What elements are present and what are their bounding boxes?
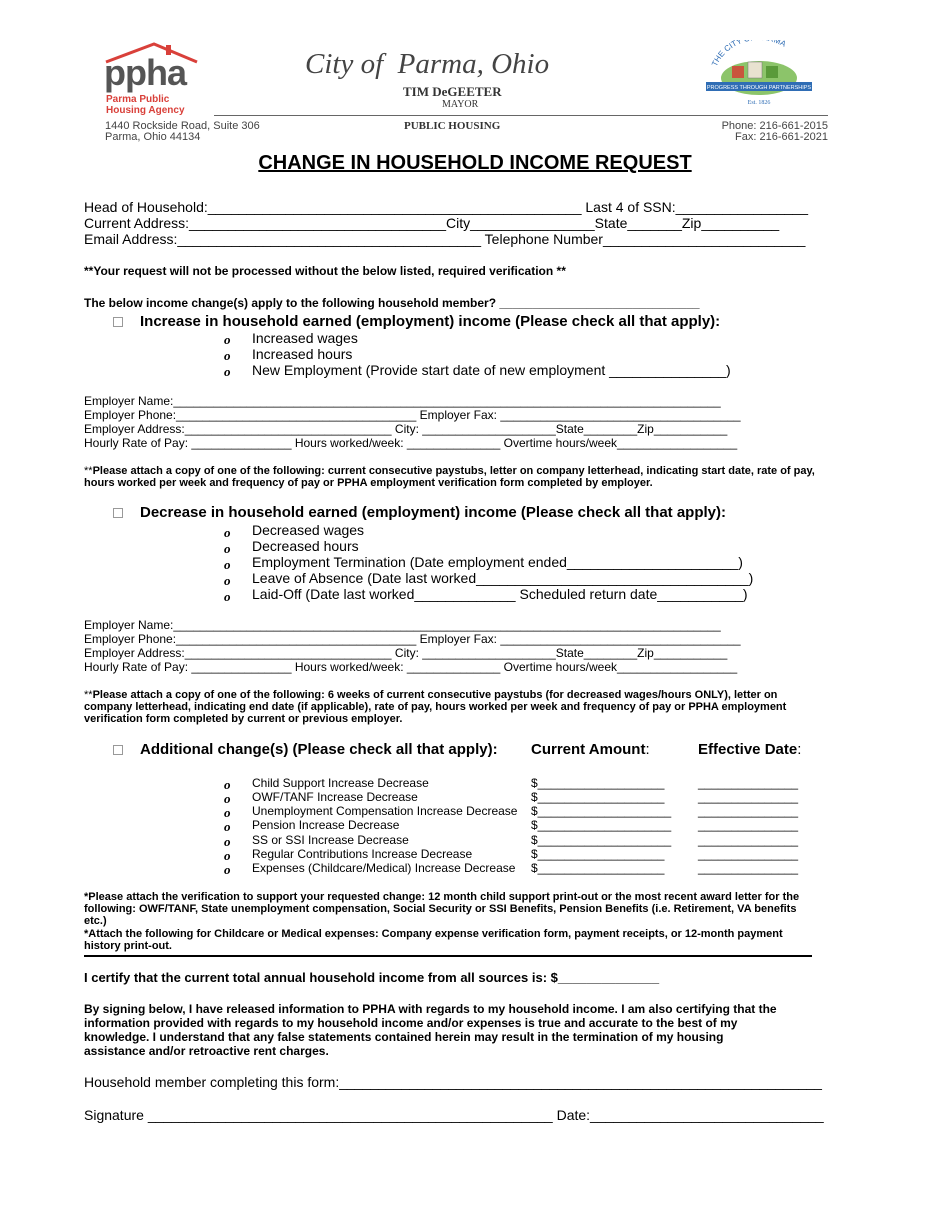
agency-address-line-2: Parma, Ohio 44134: [105, 131, 201, 143]
additional-item-amount[interactable]: $____________________: [531, 833, 672, 847]
decrease-item[interactable]: Laid-Off (Date last worked_____________ Scheduled return date___________): [252, 586, 748, 602]
logo-wordmark: ppha: [104, 52, 186, 93]
bullet-icon: o: [224, 805, 231, 820]
decrease-item[interactable]: Decreased hours: [252, 538, 359, 554]
logo-sub-2: Housing Agency: [106, 105, 185, 116]
section-divider: [84, 955, 812, 957]
bullet-icon: o: [224, 791, 231, 806]
certify-income-line[interactable]: I certify that the current total annual household income from all sources is: $______________: [84, 970, 660, 985]
bullet-icon: o: [224, 364, 231, 379]
bullet-icon: o: [224, 819, 231, 834]
bullet-icon: o: [224, 525, 231, 540]
additional-item-date[interactable]: _______________: [698, 847, 799, 861]
bullet-icon: o: [224, 557, 231, 572]
additional-checkbox[interactable]: [113, 745, 123, 755]
ppha-logo: [104, 40, 214, 118]
email-phone-line[interactable]: Email Address:_______________________________________ Telephone Number__________________________: [84, 231, 806, 247]
additional-item-label[interactable]: Child Support Increase Decrease: [252, 776, 429, 790]
increase-item[interactable]: Increased wages: [252, 330, 358, 346]
mayor-title: MAYOR: [442, 99, 479, 110]
increase-note-line-1: **Please attach a copy of one of the following: current consecutive paystubs, letter on company letterhead, indicating start date, rate of pay,: [84, 465, 815, 477]
increase-employer-name-line[interactable]: Employer Name:__________________________________________________________________________________: [84, 394, 721, 408]
seal-banner-text: PROGRESS THROUGH PARTNERSHIPS: [706, 85, 812, 91]
additional-item-date[interactable]: _______________: [698, 861, 799, 875]
additional-item-label[interactable]: Pension Increase Decrease: [252, 818, 400, 832]
bullet-icon: o: [224, 541, 231, 556]
additional-item-date[interactable]: _______________: [698, 818, 799, 832]
required-note: **Your request will not be processed without the below listed, required verification **: [84, 264, 566, 278]
signing-statement-line-3: knowledge. I understand that any false statements contained herein may result in the termination of my housing: [84, 1030, 724, 1044]
bullet-icon: o: [224, 862, 231, 877]
increase-item[interactable]: Increased hours: [252, 346, 353, 362]
additional-item-amount[interactable]: $____________________: [531, 818, 672, 832]
decrease-employer-name-line[interactable]: Employer Name:__________________________________________________________________________________: [84, 618, 721, 632]
decrease-employer-phone-line[interactable]: Employer Phone:____________________________________ Employer Fax: ____________________________________: [84, 632, 741, 646]
increase-hourly-rate-line[interactable]: Hourly Rate of Pay: _______________ Hours worked/week: ______________ Overtime hours/week__________________: [84, 436, 738, 450]
head-of-household-line[interactable]: Head of Household:________________________________________________ Last 4 of SSN:_________________: [84, 199, 809, 215]
additional-note-line-5: history print-out.: [84, 940, 172, 952]
additional-item-date[interactable]: _______________: [698, 833, 799, 847]
bullet-icon: o: [224, 848, 231, 863]
form-title: CHANGE IN HOUSEHOLD INCOME REQUEST: [258, 152, 692, 174]
fax-number: Fax: 216-661-2021: [735, 131, 828, 143]
header-rule: [214, 115, 828, 116]
additional-item-label[interactable]: SS or SSI Increase Decrease: [252, 833, 409, 847]
effective-date-header: Effective Date:: [698, 741, 802, 758]
decrease-note-line-3: verification form completed by current or previous employer.: [84, 713, 403, 725]
bullet-icon: o: [224, 573, 231, 588]
logo-sub-1: Parma Public: [106, 94, 170, 105]
decrease-note-line-2: company letterhead, indicating end date (if applicable), rate of pay, hours worked per week and frequency of pay or PPHA employment: [84, 701, 787, 713]
signature-date-line[interactable]: Signature ____________________________________________________ Date:______________________________: [84, 1107, 824, 1123]
additional-note-line-2: following: OWF/TANF, State unemployment compensation, Social Security or SSI Benefits, Pension Benefits (i.e. Retirement, VA benefits: [84, 903, 797, 915]
additional-item-amount[interactable]: $____________________: [531, 804, 672, 818]
additional-item-amount[interactable]: $___________________: [531, 790, 665, 804]
increase-checkbox[interactable]: [113, 317, 123, 327]
household-member-line[interactable]: The below income change(s) apply to the following household member? ______________________________: [84, 296, 700, 310]
additional-heading: Additional change(s) (Please check all that apply):: [140, 741, 498, 758]
bullet-icon: o: [224, 348, 231, 363]
additional-item-label[interactable]: Expenses (Childcare/Medical) Increase Decrease: [252, 861, 516, 875]
department-name: PUBLIC HOUSING: [404, 120, 501, 132]
signing-statement-line-1: By signing below, I have released information to PPHA with regards to my household income. I am also certifying that the: [84, 1002, 777, 1016]
current-address-line[interactable]: Current Address:_________________________________City________________State_______Zip__________: [84, 215, 780, 231]
decrease-note-line-1: **Please attach a copy of one of the following: 6 weeks of current consecutive paystubs (for decreased wages/hours ONLY), letter on: [84, 689, 778, 701]
additional-item-label[interactable]: OWF/TANF Increase Decrease: [252, 790, 418, 804]
mayor-name: TIM DeGEETER: [403, 84, 502, 99]
decrease-employer-address-line[interactable]: Employer Address:_______________________________ City: ____________________State________Zip___________: [84, 646, 728, 660]
bullet-icon: o: [224, 834, 231, 849]
phone-number: Phone: 216-661-2015: [721, 120, 828, 132]
seal-est-text: Est. 1826: [747, 100, 771, 106]
decrease-item[interactable]: Employment Termination (Date employment ended______________________): [252, 554, 743, 570]
additional-item-date[interactable]: _______________: [698, 790, 799, 804]
additional-note-line-3: etc.): [84, 915, 107, 927]
additional-item-label[interactable]: Regular Contributions Increase Decrease: [252, 847, 473, 861]
signing-statement-line-4: assistance and/or retroactive rent charges.: [84, 1044, 329, 1058]
seal-top-text: THE CITY MA: [710, 40, 788, 68]
bullet-icon: o: [224, 777, 231, 792]
increase-heading: Increase in household earned (employment) income (Please check all that apply):: [140, 313, 721, 330]
increase-employer-phone-line[interactable]: Employer Phone:____________________________________ Employer Fax: ____________________________________: [84, 408, 741, 422]
additional-item-date[interactable]: _______________: [698, 776, 799, 790]
additional-item-label[interactable]: Unemployment Compensation Increase Decrease: [252, 804, 518, 818]
increase-note-line-2: hours worked per week and frequency of pay or PPHA employment verification form completed by employer.: [84, 477, 653, 489]
agency-address-line-1: 1440 Rockside Road, Suite 306: [105, 120, 260, 132]
city-title: City of Parma, Ohio: [305, 48, 550, 80]
decrease-checkbox[interactable]: [113, 508, 123, 518]
bullet-icon: o: [224, 589, 231, 604]
bullet-icon: o: [224, 332, 231, 347]
additional-item-amount[interactable]: $___________________: [531, 861, 665, 875]
decrease-hourly-rate-line[interactable]: Hourly Rate of Pay: _______________ Hours worked/week: ______________ Overtime hours/week__________________: [84, 660, 738, 674]
city-seal: [700, 40, 818, 110]
additional-note-line-1: *Please attach the verification to support your requested change: 12 month child support print-out or the most recent award letter for the: [84, 891, 800, 903]
current-amount-header: Current Amount:: [531, 741, 650, 758]
additional-item-amount[interactable]: $___________________: [531, 776, 665, 790]
decrease-item[interactable]: Leave of Absence (Date last worked___________________________________): [252, 570, 754, 586]
additional-item-date[interactable]: _______________: [698, 804, 799, 818]
decrease-item[interactable]: Decreased wages: [252, 522, 365, 538]
additional-note-line-4: *Attach the following for Childcare or Medical expenses: Company expense verification form, payment receipts, or 12-month payment: [84, 928, 783, 940]
member-completing-line[interactable]: Household member completing this form:______________________________________________________________: [84, 1074, 822, 1090]
decrease-heading: Decrease in household earned (employment) income (Please check all that apply):: [140, 504, 727, 521]
signing-statement-line-2: information provided with regards to my household income and/or expenses is true and accurate to the best of my: [84, 1016, 738, 1030]
increase-employer-address-line[interactable]: Employer Address:_______________________________ City: ____________________State________Zip___________: [84, 422, 728, 436]
additional-item-amount[interactable]: $___________________: [531, 847, 665, 861]
increase-item[interactable]: New Employment (Provide start date of new employment _______________): [252, 362, 731, 378]
